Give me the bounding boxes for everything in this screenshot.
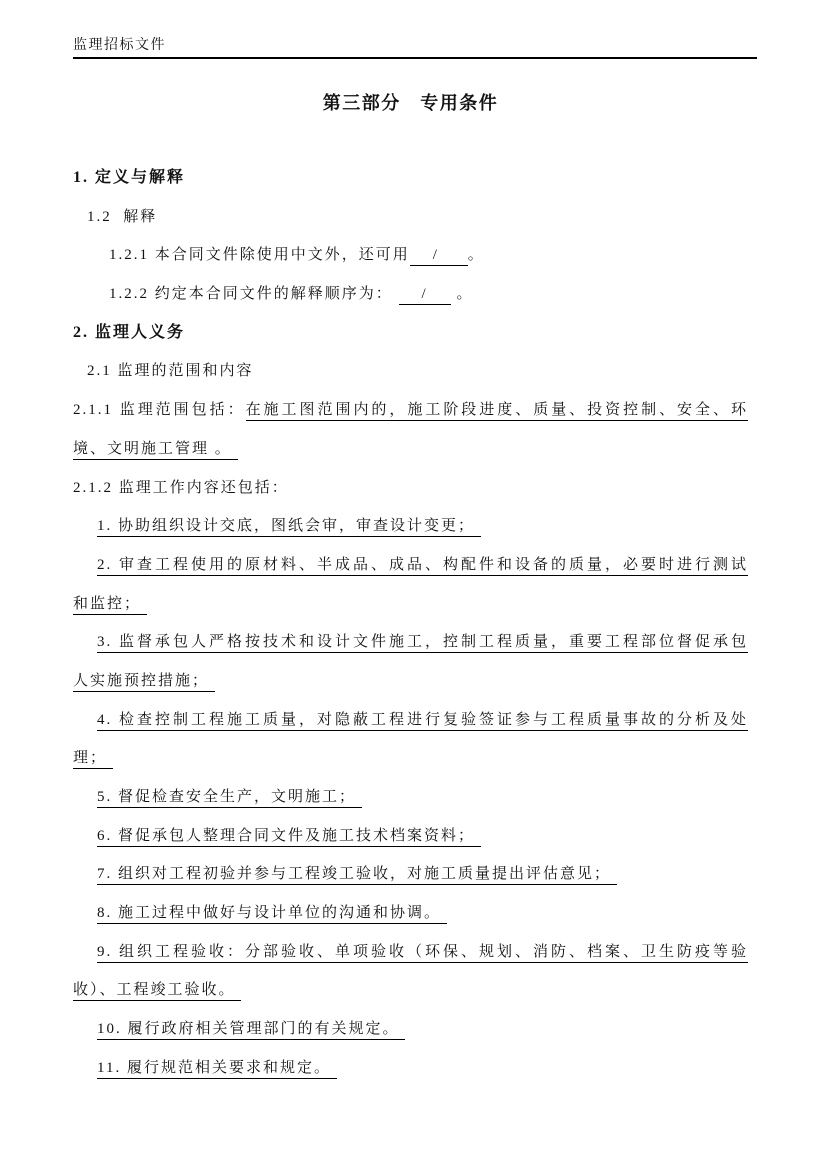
clause-2-1-1-line1 — [73, 391, 748, 430]
text-run: 1. 定义与解释 — [73, 169, 186, 186]
work-item-4-line2 — [73, 739, 748, 778]
work-item-2-line2 — [73, 585, 748, 624]
clause-2-1-heading — [87, 352, 748, 391]
underlined-text-run: 理； — [73, 750, 113, 769]
underlined-text-run: 11. 履行规范相关要求和规定。 — [97, 1060, 337, 1079]
underlined-text-run: 6. 督促承包人整理合同文件及施工技术档案资料； — [97, 828, 481, 847]
underlined-text-run: 8. 施工过程中做好与设计单位的沟通和协调。 — [97, 905, 447, 924]
clause-1-2-2 — [109, 275, 748, 314]
underlined-text-run: 5. 督促检查安全生产，文明施工； — [97, 789, 362, 808]
work-item-2-line1 — [97, 546, 748, 585]
underlined-text-run: 9. 组织工程验收：分部验收、单项验收（环保、规划、消防、档案、卫生防疫等验 — [97, 944, 748, 963]
work-item-9-line2 — [73, 971, 748, 1010]
underlined-text-run: / — [399, 286, 451, 305]
work-item-6 — [97, 817, 748, 856]
section-2-heading — [73, 314, 748, 353]
page-title: 第三部分 专用条件 — [322, 93, 499, 113]
text-run: 1.2.2 约定本合同文件的解释顺序为： — [109, 286, 399, 303]
work-item-8 — [97, 894, 748, 933]
work-item-5 — [97, 778, 748, 817]
running-header: 监理招标文件 — [73, 38, 757, 59]
text-run: 。 — [467, 247, 485, 264]
text-run: 2.1.2 监理工作内容还包括： — [73, 479, 289, 496]
work-item-11 — [97, 1049, 748, 1088]
underlined-text-run: 和监控； — [73, 596, 147, 615]
underlined-text-run: 1. 协助组织设计交底，图纸会审，审查设计变更； — [97, 518, 481, 537]
text-run: 1.2 解释 — [87, 208, 158, 225]
text-run: 。 — [450, 286, 474, 303]
underlined-text-run: / — [410, 247, 468, 266]
text-run: 2. 监理人义务 — [73, 323, 186, 341]
document-body — [73, 159, 748, 1088]
underlined-text-run: 4. 检查控制工程施工质量，对隐蔽工程进行复验签证参与工程质量事故的分析及处 — [97, 712, 748, 731]
underlined-text-run: 境、文明施工管理 。 — [73, 441, 238, 460]
text-run: 1.2.1 本合同文件除使用中文外，还可用 — [109, 247, 410, 264]
work-item-9-line1 — [97, 933, 748, 972]
clause-2-1-2 — [73, 469, 748, 508]
underlined-text-run: 人实施预控措施； — [73, 673, 215, 692]
work-item-3-line2 — [73, 662, 748, 701]
clause-1-2-heading — [87, 198, 748, 237]
work-item-3-line1 — [97, 623, 748, 662]
underlined-text-run: 在施工图范围内的，施工阶段进度、质量、投资控制、安全、环 — [246, 402, 748, 421]
clause-1-2-1 — [109, 236, 748, 275]
underlined-text-run: 10. 履行政府相关管理部门的有关规定。 — [97, 1021, 405, 1040]
work-item-10 — [97, 1010, 748, 1049]
underlined-text-run: 3. 监督承包人严格按技术和设计文件施工，控制工程质量，重要工程部位督促承包 — [97, 634, 748, 653]
underlined-text-run: 收）、工程竣工验收。 — [73, 982, 241, 1001]
work-item-1 — [97, 507, 748, 546]
work-item-7 — [97, 855, 748, 894]
text-run: 2.1 监理的范围和内容 — [87, 363, 254, 380]
underlined-text-run: 7. 组织对工程初验并参与工程竣工验收，对施工质量提出评估意见； — [97, 866, 617, 885]
section-1-heading — [73, 159, 748, 198]
text-run: 2.1.1 监理范围包括： — [73, 402, 246, 419]
underlined-text-run: 2. 审查工程使用的原材料、半成品、成品、构配件和设备的质量，必要时进行测试 — [97, 557, 748, 576]
work-item-4-line1 — [97, 701, 748, 740]
clause-2-1-1-line2 — [73, 430, 748, 469]
